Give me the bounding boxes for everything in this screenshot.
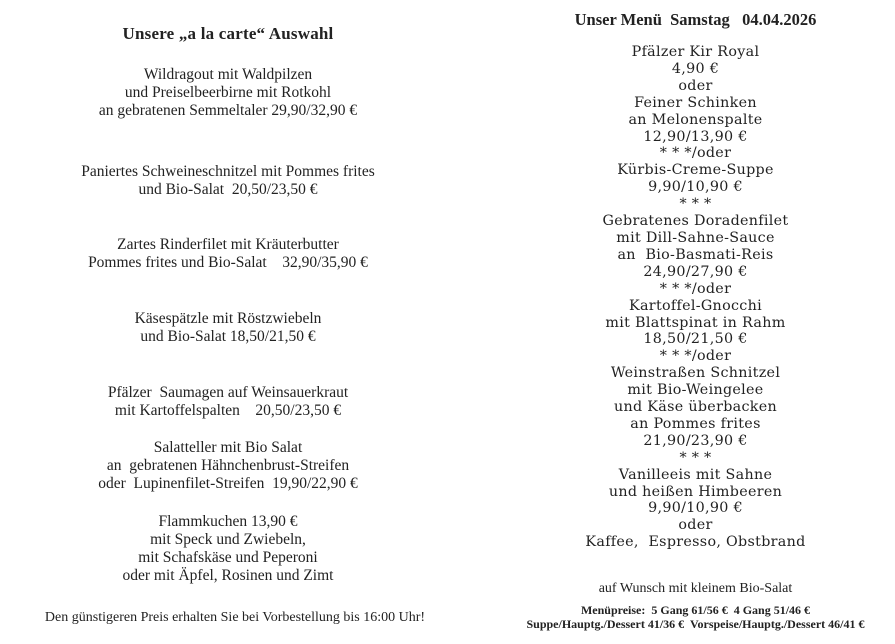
menu-line: 9,90/10,90 € bbox=[648, 500, 743, 517]
dish-salatteller bbox=[0, 439, 456, 493]
menu-line: oder bbox=[678, 77, 713, 94]
a-la-carte-heading: Unsere „a la carte“ Auswahl bbox=[122, 24, 334, 43]
dish-line: Wildragout mit Waldpilzen bbox=[143, 66, 313, 83]
dish-line: Zartes Rinderfilet mit Kräuterbutter bbox=[117, 236, 339, 253]
dish-line: oder mit Äpfel, Rosinen und Zimt bbox=[122, 567, 334, 584]
menu-line: Kürbis-Creme-Suppe bbox=[617, 162, 774, 179]
dish-line: und Bio-Salat 18,50/21,50 € bbox=[140, 328, 316, 345]
dish-line: Käsespätzle mit Röstzwiebeln bbox=[134, 310, 322, 327]
dish-line: an gebratenen Semmeltaler 29,90/32,90 € bbox=[98, 102, 358, 119]
menu-line: 24,90/27,90 € bbox=[643, 263, 748, 280]
dish-line: und Preiselbeerbirne mit Rotkohl bbox=[124, 84, 332, 101]
menu-line: 9,90/10,90 € bbox=[648, 179, 743, 196]
dish-saumagen bbox=[0, 384, 456, 420]
menu-line: 18,50/21,50 € bbox=[643, 331, 748, 348]
menu-line: an Pommes frites bbox=[630, 415, 761, 432]
menu-line: 12,90/13,90 € bbox=[643, 128, 748, 145]
dish-line: Salatteller mit Bio Salat bbox=[153, 439, 303, 456]
dish-line: Pfälzer Saumagen auf Weinsauerkraut bbox=[107, 384, 349, 401]
price-line: Menüpreise: 5 Gang 61/56 € 4 Gang 51/46 € bbox=[580, 603, 811, 617]
dish-rinderfilet bbox=[0, 236, 456, 272]
menu-line: Kartoffel-Gnocchi bbox=[629, 297, 762, 314]
menu-line: und Käse überbacken bbox=[613, 399, 778, 416]
menu-line: mit Blattspinat in Rahm bbox=[605, 314, 786, 331]
menu-line: und heißen Himbeeren bbox=[608, 483, 783, 500]
menu-line: Pfälzer Kir Royal bbox=[631, 44, 760, 60]
dish-line: mit Speck und Zwiebeln, bbox=[150, 531, 306, 548]
menu-prices bbox=[496, 603, 895, 631]
menu-line: Weinstraßen Schnitzel bbox=[610, 365, 781, 382]
menu-line: oder bbox=[678, 517, 713, 534]
menu-line: Kaffee, Espresso, Obstbrand bbox=[585, 534, 806, 551]
dish-wildragout bbox=[0, 66, 456, 120]
dish-flammkuchen bbox=[0, 513, 456, 585]
dish-kaesespaetzle bbox=[0, 310, 456, 346]
menu-line: * * * bbox=[679, 196, 712, 213]
dish-schweineschnitzel bbox=[0, 163, 456, 199]
menu-line: * * */oder bbox=[659, 348, 732, 365]
menu-line: Vanilleeis mit Sahne bbox=[618, 466, 773, 483]
dish-line: und Bio-Salat 20,50/23,50 € bbox=[138, 181, 318, 198]
menu-line: Gebratenes Doradenfilet bbox=[602, 213, 789, 230]
salad-option-note: auf Wunsch mit kleinem Bio-Salat bbox=[598, 581, 793, 596]
menu-line: * * * bbox=[679, 449, 712, 466]
menu-line: 4,90 € bbox=[671, 60, 720, 77]
preorder-note: Den günstigeren Preis erhalten Sie bei Vorbestellung bis 16:00 Uhr! bbox=[44, 610, 426, 625]
menu-line: 21,90/23,90 € bbox=[643, 432, 748, 449]
dish-line: an gebratenen Hähnchenbrust-Streifen bbox=[106, 457, 350, 474]
price-line: Suppe/Hauptg./Dessert 41/36 € Vorspeise/Hauptg./Dessert 46/41 € bbox=[526, 617, 865, 631]
dish-line: mit Kartoffelspalten 20,50/23,50 € bbox=[114, 402, 342, 419]
menu-line: an Bio-Basmati-Reis bbox=[617, 246, 774, 263]
dish-line: Pommes frites und Bio-Salat 32,90/35,90 € bbox=[88, 254, 368, 271]
daily-menu-list bbox=[496, 44, 895, 551]
dish-line: mit Schafskäse und Peperoni bbox=[138, 549, 318, 566]
menu-line: * * */oder bbox=[659, 145, 732, 162]
dish-line: Paniertes Schweineschnitzel mit Pommes frites bbox=[81, 163, 375, 180]
dish-line: oder Lupinenfilet-Streifen 19,90/22,90 € bbox=[98, 475, 358, 492]
menu-line: an Melonenspalte bbox=[628, 111, 763, 128]
menu-line: mit Bio-Weingelee bbox=[627, 382, 764, 399]
menu-line: Feiner Schinken bbox=[634, 94, 757, 111]
menu-line: * * */oder bbox=[659, 280, 732, 297]
dish-line: Flammkuchen 13,90 € bbox=[158, 513, 298, 530]
daily-menu-heading: Unser Menü Samstag 04.04.2026 bbox=[574, 10, 817, 29]
menu-line: mit Dill-Sahne-Sauce bbox=[616, 229, 775, 246]
